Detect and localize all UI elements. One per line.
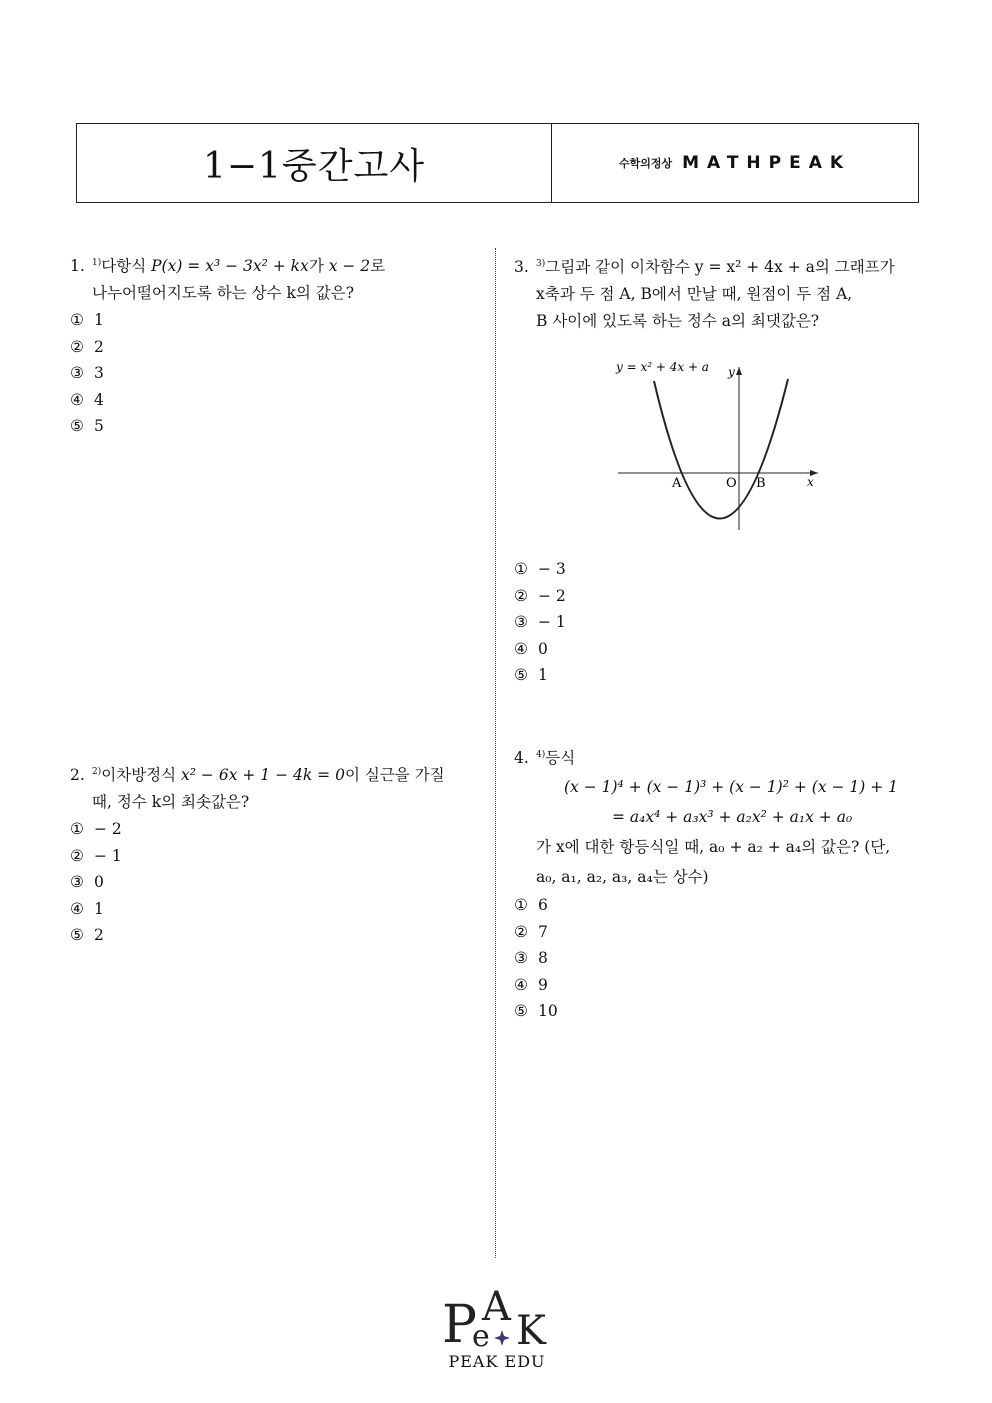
divisor: x − 2 <box>328 257 371 275</box>
choice[interactable] <box>514 945 898 972</box>
brand-korean: 수학의정상 <box>618 157 673 170</box>
choice-mark: ① <box>70 820 84 838</box>
choice-value: 8 <box>538 949 548 968</box>
choice-value: 3 <box>94 364 104 383</box>
question-text: 이차방정식 <box>101 766 182 784</box>
logo-letter-k: K <box>516 1308 546 1354</box>
choice-value: 9 <box>538 975 548 994</box>
choice[interactable] <box>70 307 385 334</box>
choice[interactable] <box>514 972 898 999</box>
question-3-number: 3. <box>514 258 529 276</box>
question-4-line-3: 가 x에 대한 항등식일 때, a₀ + a₂ + a₄의 값은? (단, <box>536 838 891 856</box>
choice-value: 4 <box>94 390 104 409</box>
footnote-mark: 4) <box>536 750 546 760</box>
choice-mark: ④ <box>70 390 84 409</box>
choice[interactable] <box>70 922 445 949</box>
choice-value: − 2 <box>94 820 122 838</box>
exam-title: 1−1중간고사 <box>77 124 552 202</box>
question-1 <box>70 250 385 440</box>
star-icon <box>494 1330 510 1346</box>
choice-mark: ① <box>514 560 528 578</box>
question-2-choices <box>70 816 445 949</box>
brand-box <box>552 124 918 202</box>
question-text: 로 <box>370 257 386 275</box>
choice-mark: ② <box>70 337 84 356</box>
footnote-mark: 2) <box>92 767 102 777</box>
question-1-line-2: 나누어떨어지도록 하는 상수 k의 값은? <box>92 284 355 302</box>
choice-value: − 1 <box>538 613 566 632</box>
choice[interactable] <box>70 360 385 387</box>
logo-letter-p: P <box>442 1295 477 1355</box>
choice-value: 1 <box>94 311 104 329</box>
parabola-curve <box>654 379 788 519</box>
footnote-mark: 3) <box>536 259 546 269</box>
choice[interactable] <box>514 892 898 919</box>
point-b-label: B <box>756 476 766 491</box>
choice-mark: ① <box>514 896 528 914</box>
choice-mark: ⑤ <box>70 926 84 945</box>
choice-value: 2 <box>94 337 104 356</box>
question-1-choices <box>70 307 385 440</box>
choice[interactable] <box>70 896 445 923</box>
question-3-choices-block <box>514 556 566 689</box>
parabola-graph <box>608 355 823 535</box>
choice[interactable] <box>514 662 566 689</box>
question-3-line-3: B 사이에 있도록 하는 정수 a의 최댓값은? <box>536 312 820 330</box>
choice-mark: ① <box>70 311 84 329</box>
choice[interactable] <box>514 583 566 610</box>
point-a-label: A <box>672 476 682 491</box>
y-axis-label: y <box>728 365 735 379</box>
identity-rhs: = a₄x⁴ + a₃x³ + a₂x² + a₁x + a₀ <box>612 808 853 826</box>
question-4 <box>514 742 898 1025</box>
choice[interactable] <box>514 998 898 1025</box>
choice[interactable] <box>70 413 385 440</box>
origin-label: O <box>726 476 737 491</box>
question-1-number: 1. <box>70 257 85 275</box>
choice[interactable] <box>514 636 566 663</box>
choice[interactable] <box>514 919 898 946</box>
choice-mark: ③ <box>70 364 84 383</box>
column-divider <box>495 248 496 1258</box>
question-3 <box>514 251 895 335</box>
question-3-line-1 <box>514 251 895 281</box>
choice[interactable] <box>514 556 566 583</box>
choice-mark: ⑤ <box>514 666 528 685</box>
choice-value: 0 <box>94 873 104 892</box>
question-2-line-2: 때, 정수 k의 최솟값은? <box>92 793 250 811</box>
footnote-mark: 1) <box>92 258 102 268</box>
choice-value: 1 <box>538 666 548 685</box>
graph-function-label: y = x² + 4x + a <box>616 360 709 374</box>
choice-value: − 1 <box>94 846 122 865</box>
choice-mark: ② <box>70 846 84 865</box>
choice-mark: ④ <box>514 975 528 994</box>
choice[interactable] <box>514 609 566 636</box>
identity-lhs: (x − 1)⁴ + (x − 1)³ + (x − 1)² + (x − 1) + 1 <box>564 778 899 796</box>
choice-value: 10 <box>538 1002 558 1021</box>
choice-mark: ③ <box>70 873 84 892</box>
choice-value: − 3 <box>538 560 566 578</box>
choice-mark: ② <box>514 586 528 605</box>
choice-mark: ② <box>514 922 528 941</box>
question-text: 이 실근을 가질 <box>344 766 445 784</box>
choice[interactable] <box>70 816 445 843</box>
choice[interactable] <box>70 843 445 870</box>
question-4-line-1 <box>514 742 898 772</box>
logo-text: PEAK EDU <box>448 1352 546 1371</box>
choice-value: − 2 <box>538 586 566 605</box>
question-4-number: 4. <box>514 749 529 767</box>
choice-mark: ④ <box>70 899 84 918</box>
exam-header <box>76 123 919 203</box>
equation: x² − 6x + 1 − 4k = 0 <box>181 766 345 784</box>
question-text: 그림과 같이 이차함수 y = x² + 4x + a의 그래프가 <box>545 258 895 276</box>
choice-mark: ③ <box>514 613 528 632</box>
question-2-line-1 <box>70 759 445 789</box>
question-3-line-2: x축과 두 점 A, B에서 만날 때, 원점이 두 점 A, <box>536 285 853 303</box>
question-4-choices <box>514 892 898 1025</box>
brand-english: MATHPEAK <box>682 153 852 173</box>
choice-value: 5 <box>94 417 104 436</box>
choice-value: 2 <box>94 926 104 945</box>
choice-mark: ⑤ <box>70 417 84 436</box>
question-2-number: 2. <box>70 766 85 784</box>
choice-mark: ⑤ <box>514 1002 528 1021</box>
choice-mark: ③ <box>514 949 528 968</box>
question-text: 다항식 <box>101 257 152 275</box>
question-2 <box>70 759 445 949</box>
x-axis-label: x <box>807 475 814 489</box>
choice-value: 0 <box>538 639 548 658</box>
question-4-line-4: a₀, a₁, a₂, a₃, a₄는 상수) <box>536 868 709 886</box>
choice[interactable] <box>70 869 445 896</box>
question-text: 등식 <box>545 749 576 767</box>
choice-mark: ④ <box>514 639 528 658</box>
choice-value: 1 <box>94 899 104 918</box>
logo-letter-a: A <box>482 1284 511 1330</box>
polynomial: P(x) = x³ − 3x² + kx <box>151 257 309 275</box>
question-text: 가 <box>308 257 329 275</box>
logo-letter-e: e <box>472 1319 490 1354</box>
question-3-choices <box>514 556 566 689</box>
y-axis-arrow <box>736 367 742 375</box>
choice-value: 7 <box>538 922 548 941</box>
question-1-line-1 <box>70 250 385 280</box>
choice-value: 6 <box>538 896 548 914</box>
choice[interactable] <box>70 334 385 361</box>
choice[interactable] <box>70 387 385 414</box>
